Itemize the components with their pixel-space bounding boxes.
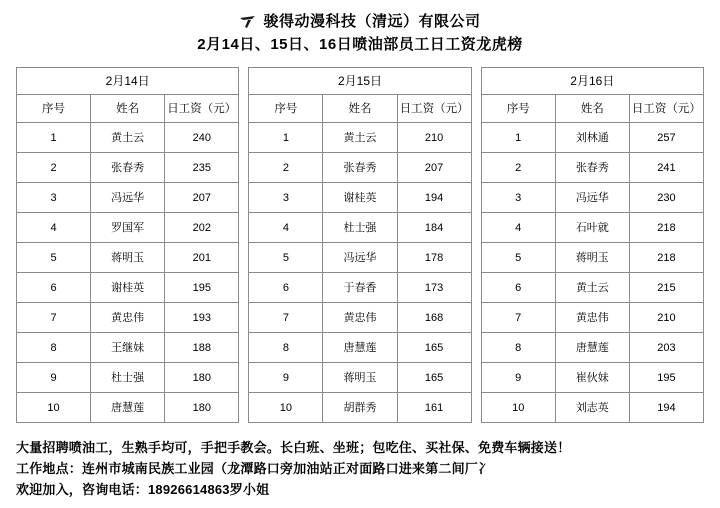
cell-name: 蒋明玉 xyxy=(323,363,397,393)
cell-wage: 235 xyxy=(165,153,239,183)
ranking-tables xyxy=(16,67,704,423)
cell-wage: 218 xyxy=(629,243,703,273)
table-row xyxy=(481,303,703,333)
cell-name: 黄忠伟 xyxy=(555,303,629,333)
table-row xyxy=(481,273,703,303)
cell-rank: 5 xyxy=(481,243,555,273)
cell-rank: 1 xyxy=(249,123,323,153)
cell-name: 冯远华 xyxy=(323,243,397,273)
cell-name: 蒋明玉 xyxy=(91,243,165,273)
table-row xyxy=(481,243,703,273)
table-row xyxy=(249,243,471,273)
cell-rank: 10 xyxy=(481,393,555,423)
table-row xyxy=(17,333,239,363)
cell-wage: 173 xyxy=(397,273,471,303)
table-row xyxy=(249,123,471,153)
company-line xyxy=(16,12,704,32)
table-row xyxy=(249,363,471,393)
table-header-row xyxy=(481,95,703,123)
cell-rank: 2 xyxy=(249,153,323,183)
cell-rank: 3 xyxy=(481,183,555,213)
cell-wage: 184 xyxy=(397,213,471,243)
cell-wage: 193 xyxy=(165,303,239,333)
cell-name: 杜士强 xyxy=(323,213,397,243)
column-header-rank: 序号 xyxy=(481,95,555,123)
table-date-row xyxy=(481,68,703,95)
cell-wage: 202 xyxy=(165,213,239,243)
cell-name: 刘林通 xyxy=(555,123,629,153)
cell-rank: 4 xyxy=(481,213,555,243)
ranking-table-feb14 xyxy=(16,67,239,423)
cell-wage: 165 xyxy=(397,333,471,363)
table-row xyxy=(17,153,239,183)
cell-wage: 241 xyxy=(629,153,703,183)
cell-wage: 230 xyxy=(629,183,703,213)
cell-rank: 10 xyxy=(17,393,91,423)
cell-wage: 165 xyxy=(397,363,471,393)
cell-rank: 8 xyxy=(249,333,323,363)
cell-rank: 5 xyxy=(17,243,91,273)
cell-rank: 4 xyxy=(249,213,323,243)
table-row xyxy=(249,303,471,333)
column-header-rank: 序号 xyxy=(17,95,91,123)
column-header-rank: 序号 xyxy=(249,95,323,123)
column-header-wage: 日工资（元） xyxy=(629,95,703,123)
cell-name: 蒋明玉 xyxy=(555,243,629,273)
cell-name: 崔伙妹 xyxy=(555,363,629,393)
cell-rank: 10 xyxy=(249,393,323,423)
table-row xyxy=(481,213,703,243)
table-date: 2月16日 xyxy=(481,68,703,95)
cell-rank: 7 xyxy=(17,303,91,333)
cell-rank: 9 xyxy=(17,363,91,393)
poster-title: 2月14日、15日、16日喷油部员工日工资龙虎榜 xyxy=(197,36,523,53)
cell-name: 刘志英 xyxy=(555,393,629,423)
cell-wage: 188 xyxy=(165,333,239,363)
footer-line-recruitment: 大量招聘喷油工，生熟手均可，手把手教会。长白班、坐班；包吃住、买社保、免费车辆接送！ xyxy=(16,440,571,455)
table-row xyxy=(249,153,471,183)
cell-name: 石叶就 xyxy=(555,213,629,243)
cell-name: 黄土云 xyxy=(91,123,165,153)
cell-rank: 7 xyxy=(481,303,555,333)
cell-name: 张春秀 xyxy=(91,153,165,183)
cell-name: 唐慧莲 xyxy=(323,333,397,363)
column-header-name: 姓名 xyxy=(91,95,165,123)
poster-header xyxy=(16,12,704,56)
cell-name: 黄忠伟 xyxy=(91,303,165,333)
cell-rank: 9 xyxy=(481,363,555,393)
column-header-name: 姓名 xyxy=(323,95,397,123)
cell-wage: 195 xyxy=(165,273,239,303)
table-row xyxy=(481,333,703,363)
cell-wage: 240 xyxy=(165,123,239,153)
cell-rank: 5 xyxy=(249,243,323,273)
cell-name: 冯远华 xyxy=(91,183,165,213)
cell-wage: 257 xyxy=(629,123,703,153)
cell-wage: 218 xyxy=(629,213,703,243)
cell-rank: 7 xyxy=(249,303,323,333)
cell-wage: 201 xyxy=(165,243,239,273)
cell-wage: 168 xyxy=(397,303,471,333)
table-header-row xyxy=(17,95,239,123)
column-header-name: 姓名 xyxy=(555,95,629,123)
cell-wage: 178 xyxy=(397,243,471,273)
cell-rank: 3 xyxy=(249,183,323,213)
table-date-row xyxy=(249,68,471,95)
table-date: 2月15日 xyxy=(249,68,471,95)
cell-rank: 1 xyxy=(17,123,91,153)
cell-name: 胡群秀 xyxy=(323,393,397,423)
table-row xyxy=(17,183,239,213)
cell-rank: 6 xyxy=(249,273,323,303)
cell-wage: 210 xyxy=(397,123,471,153)
footer-line-contact: 欢迎加入，咨询电话：18926614863罗小姐 xyxy=(16,482,270,497)
table-row xyxy=(17,243,239,273)
cell-rank: 2 xyxy=(17,153,91,183)
cell-wage: 161 xyxy=(397,393,471,423)
cell-wage: 195 xyxy=(629,363,703,393)
table-row xyxy=(481,123,703,153)
column-header-wage: 日工资（元） xyxy=(397,95,471,123)
cell-wage: 203 xyxy=(629,333,703,363)
table-row xyxy=(17,393,239,423)
company-logo-icon xyxy=(239,14,257,30)
cell-rank: 9 xyxy=(249,363,323,393)
table-row xyxy=(249,183,471,213)
table-row xyxy=(17,273,239,303)
table-row xyxy=(481,363,703,393)
cell-name: 唐慧莲 xyxy=(91,393,165,423)
cell-rank: 6 xyxy=(17,273,91,303)
cell-name: 谢桂英 xyxy=(323,183,397,213)
cell-rank: 3 xyxy=(17,183,91,213)
footer-line-location: 工作地点：连州市城南民族工业园（龙潭路口旁加油站正对面路口进来第二间厂冫 xyxy=(16,461,492,476)
table-row xyxy=(17,213,239,243)
cell-rank: 6 xyxy=(481,273,555,303)
cell-rank: 4 xyxy=(17,213,91,243)
cell-wage: 207 xyxy=(397,153,471,183)
recruitment-footer xyxy=(16,437,704,500)
cell-name: 罗国军 xyxy=(91,213,165,243)
table-row xyxy=(17,123,239,153)
table-row xyxy=(17,363,239,393)
table-date: 2月14日 xyxy=(17,68,239,95)
cell-name: 黄忠伟 xyxy=(323,303,397,333)
company-name: 骏得动漫科技（清远）有限公司 xyxy=(263,13,481,30)
cell-name: 冯远华 xyxy=(555,183,629,213)
cell-name: 杜士强 xyxy=(91,363,165,393)
cell-wage: 215 xyxy=(629,273,703,303)
cell-rank: 1 xyxy=(481,123,555,153)
cell-name: 张春秀 xyxy=(555,153,629,183)
table-header-row xyxy=(249,95,471,123)
table-row xyxy=(481,183,703,213)
table-row xyxy=(249,333,471,363)
table-row xyxy=(17,303,239,333)
cell-name: 谢桂英 xyxy=(91,273,165,303)
cell-rank: 8 xyxy=(481,333,555,363)
table-row xyxy=(481,153,703,183)
table-row xyxy=(249,273,471,303)
cell-wage: 180 xyxy=(165,393,239,423)
ranking-table-feb15 xyxy=(248,67,471,423)
cell-wage: 210 xyxy=(629,303,703,333)
ranking-table-feb16 xyxy=(481,67,704,423)
cell-name: 唐慧莲 xyxy=(555,333,629,363)
cell-wage: 194 xyxy=(629,393,703,423)
table-row xyxy=(249,393,471,423)
cell-rank: 2 xyxy=(481,153,555,183)
cell-name: 张春秀 xyxy=(323,153,397,183)
cell-wage: 207 xyxy=(165,183,239,213)
cell-name: 黄土云 xyxy=(555,273,629,303)
table-row xyxy=(249,213,471,243)
cell-name: 于春香 xyxy=(323,273,397,303)
cell-wage: 180 xyxy=(165,363,239,393)
table-row xyxy=(481,393,703,423)
cell-rank: 8 xyxy=(17,333,91,363)
column-header-wage: 日工资（元） xyxy=(165,95,239,123)
cell-name: 王继妹 xyxy=(91,333,165,363)
cell-wage: 194 xyxy=(397,183,471,213)
table-date-row xyxy=(17,68,239,95)
cell-name: 黄土云 xyxy=(323,123,397,153)
